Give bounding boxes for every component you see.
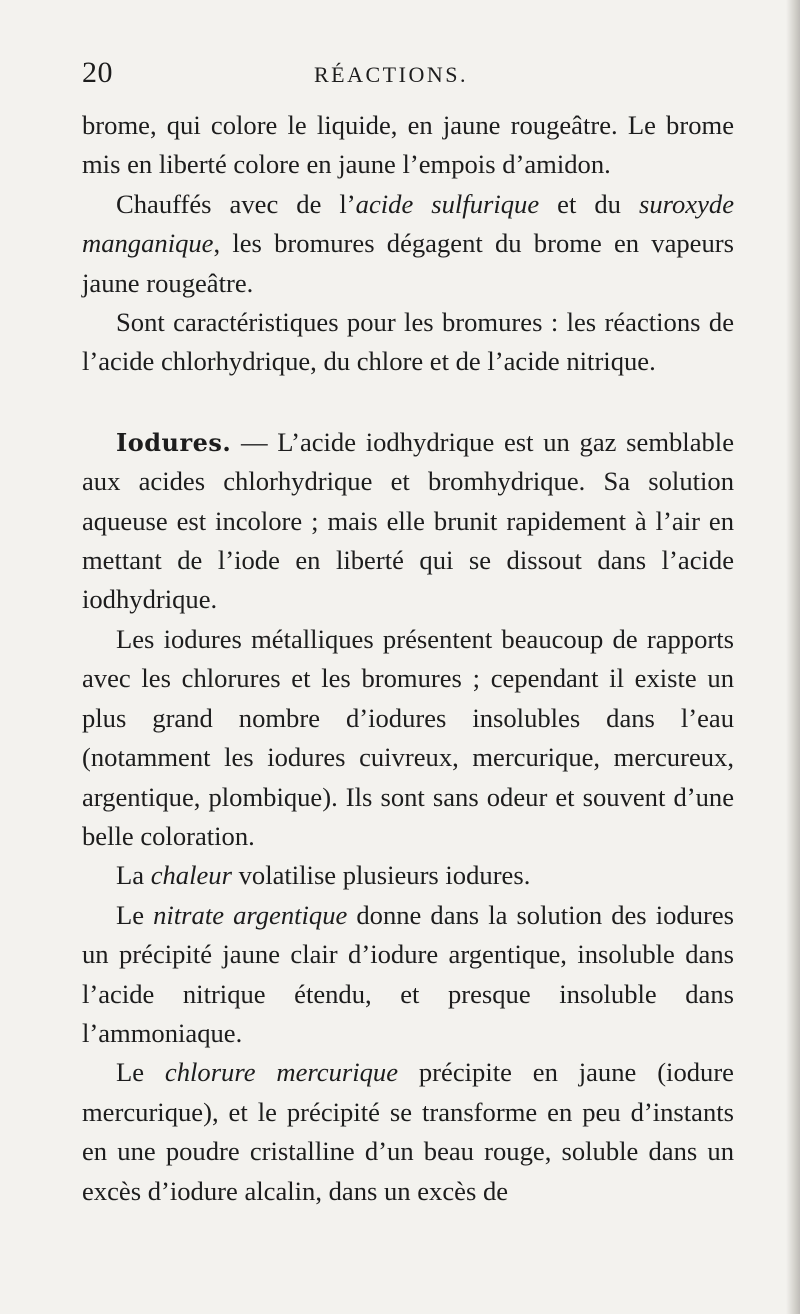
paragraph-6-text-b: volatilise plusieurs iodures.	[231, 860, 531, 891]
paragraph-5-text: Les iodures métalliques présentent beaucoup de rapports avec les chlorures et les bromures ; cependant il existe un plus grand nombre d’iodures insolubles dans l’eau (notamment les iodures cuivreux, mercurique, mercureux, argentique, plombique). Ils sont sans odeur et souvent d’une belle coloration.	[82, 623, 734, 851]
page-edge-shadow	[786, 0, 800, 1314]
paragraph-7-text-a: Le	[116, 899, 154, 930]
running-title: RÉACTIONS.	[314, 62, 468, 87]
paragraph-8-text-b: précipite en jaune (iodure mercurique), et le précipité se transforme en peu d’instants en une poudre cristalline d’un beau rouge, soluble dans un excès d’iodure alcalin, dans un excès de	[82, 1057, 734, 1206]
paragraph-6	[82, 856, 734, 895]
paragraph-8-text-a: Le	[116, 1057, 165, 1088]
paragraph-5	[82, 620, 734, 856]
term-nitrate-argentique: nitrate argentique	[153, 899, 348, 930]
page-number: 20	[82, 56, 113, 89]
paragraph-2-text-c: , les bromures dégagent du brome en vapeurs jaune rougeâtre.	[82, 228, 734, 298]
paragraph-1-text: brome, qui colore le liquide, en jaune rougeâtre. Le brome mis en liberté colore en jaune l’empois d’amidon.	[82, 110, 734, 180]
paragraph-iodures	[82, 423, 734, 620]
term-chaleur: chaleur	[150, 860, 232, 891]
section-heading-iodures: Iodures.	[116, 427, 232, 457]
body-text	[82, 106, 734, 1211]
paragraph-2-text-b: et du	[539, 188, 639, 219]
paragraph-2	[82, 185, 734, 303]
paragraph-7-text-b: donne dans la solution des iodures un précipité jaune clair d’iodure argentique, insoluble dans l’acide nitrique étendu, et presque insoluble dans l’ammoniaque.	[82, 899, 734, 1048]
paragraph-3-text: Sont caractéristiques pour les bromures : les réactions de l’acide chlorhydrique, du chlore et de l’acide nitrique.	[82, 307, 734, 377]
paragraph-6-text-a: La	[116, 860, 151, 891]
running-head	[82, 56, 732, 96]
term-chlorure-mercurique: chlorure mercurique	[164, 1057, 398, 1088]
paragraph-7	[82, 896, 734, 1054]
paragraph-1	[82, 106, 734, 185]
paragraph-2-text-a: Chauffés avec de l’	[116, 188, 356, 219]
paragraph-3	[82, 303, 734, 382]
term-acide-sulfurique: acide sulfurique	[355, 188, 540, 219]
term-suroxyde-manganique: suroxyde manganique	[82, 188, 734, 259]
paragraph-iodures-text: — L’acide iodhydrique est un gaz semblable aux acides chlorhydrique et bromhydrique. Sa solution aqueuse est incolore ; mais elle brunit rapidement à l’air en mettant de l’iode en liberté qui se dissout dans l’acide iodhydrique.	[82, 426, 734, 615]
paragraph-8	[82, 1053, 734, 1211]
